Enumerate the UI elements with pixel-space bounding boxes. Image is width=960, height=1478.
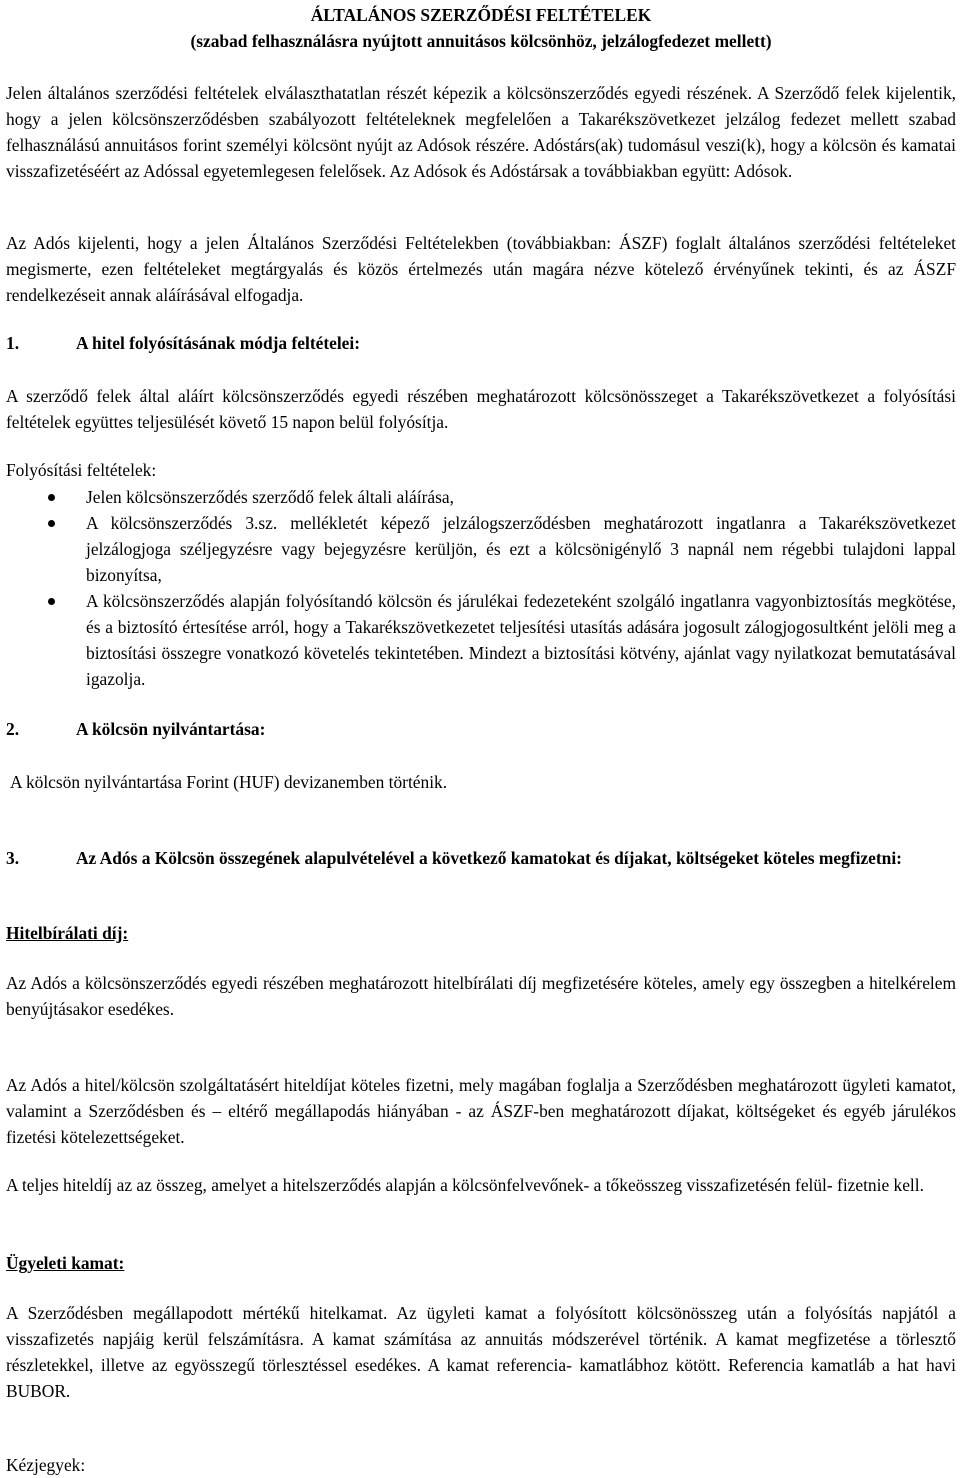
bullet-icon — [48, 598, 55, 605]
bullet-icon — [48, 494, 55, 501]
declaration-paragraph: Az Adós kijelenti, hogy a jelen Általános Szerződési Feltételekben (továbbiakban: ÁSZF) foglalt általános szerződési feltételeket megismerte, ezen feltételeket megtárgyalás és közös értelmezés után magára nézve kötelező érvényűnek tekinti, és az ÁSZF rendelkezéseit annak aláírásával elfogadja. — [6, 233, 956, 305]
section3-heading — [6, 845, 956, 871]
section3-heading-text: Az Adós a Kölcsön összegének alapulvételével a következő kamatokat és díjakat, költségeket köteles megfizetni: — [76, 848, 902, 868]
intro-paragraph: Jelen általános szerződési feltételek elválaszthatatlan részét képezik a kölcsönszerződés egyedi részének. A Szerződő felek kijelentik, hogy a jelen kölcsönszerződésben szabályozott feltételeknek megfelelően a Takarékszövetkezet jelzálog fedezet mellett szabad felhasználású annuitásos forint személyi kölcsönt nyújt az Adósok részére. Adóstárs(ak) tudomásul veszi(k), hogy a kölcsön és kamatai visszafizetéséért az Adóssal egyetemlegesen felelősek. Az Adósok és Adóstársak a továbbiakban együtt: Adósok. — [6, 83, 956, 181]
bullet-icon — [48, 520, 55, 527]
list-item: A kölcsönszerződés alapján folyósítandó kölcsön és járulékai fedezeteként szolgáló ingatlanra vagyonbiztosítás megkötése, és a biztosító értesítése arról, hogy a Takarékszövetkezetet teljesítési utasítás adására jogosult zálogjogosultként jelöli meg a biztosítási összegre vonatkozó követelés tekintetében. Mindezt a biztosítási kötvény, ajánlat vagy nyilatkozat bemutatásával igazolja. — [6, 588, 956, 692]
section1-number: 1. — [6, 333, 20, 353]
section2-number: 2. — [6, 719, 20, 739]
section3-number: 3. — [6, 848, 20, 868]
fee-paragraph: Az Adós a kölcsönszerződés egyedi részében meghatározott hitelbírálati díj megfizetésére köteles, amely egy összegben a hitelkérelem benyújtásakor esedékes. — [6, 973, 956, 1019]
interest-title: Ügyeleti kamat: — [6, 1253, 125, 1273]
section2-paragraph: A kölcsön nyilvántartása Forint (HUF) devizanemben történik. — [10, 772, 448, 792]
total-fee-paragraph: A teljes hiteldíj az az összeg, amelyet a hitelszerződés alapján a kölcsönfelvevőnek- a tőkeösszeg visszafizetésén felül- fizetnie kell. — [6, 1175, 924, 1195]
document-subtitle: (szabad felhasználásra nyújtott annuitásos kölcsönhöz, jelzálogfedezet mellett) — [190, 31, 772, 51]
section2-heading — [6, 716, 956, 742]
section1-heading-text: A hitel folyósításának módja feltételei: — [76, 333, 361, 353]
list-item: Jelen kölcsönszerződés szerződő felek általi aláírása, — [6, 484, 956, 510]
section1-heading — [6, 330, 956, 356]
conditions-list — [6, 484, 956, 692]
initials-label: Kézjegyek: — [6, 1455, 86, 1475]
section2-heading-text: A kölcsön nyilvántartása: — [76, 719, 266, 739]
fee-title: Hitelbírálati díj: — [6, 923, 129, 943]
section1-paragraph: A szerződő felek által aláírt kölcsönszerződés egyedi részében meghatározott kölcsönösszeget a Takarékszövetkezet a folyósítási feltételek együttes teljesülését követő 15 napon belül folyósítja. — [6, 386, 956, 432]
credit-fee-paragraph: Az Adós a hitel/kölcsön szolgáltatásért hiteldíjat köteles fizetni, mely magában foglalja a Szerződésben meghatározott ügyleti kamatot, valamint a Szerződésben és – eltérő megállapodás hiányában - az ÁSZF-ben meghatározott díjakat, költségeket és egyéb járulékos fizetési kötelezettségeket. — [6, 1075, 956, 1147]
list-item: A kölcsönszerződés 3.sz. mellékletét képező jelzálogszerződésben meghatározott ingatlanra a Takarékszövetkezet jelzálogjoga széljegyzésre vagy bejegyzésre kerüljön, és ezt a kölcsönigénylő 3 napnál nem régebbi tulajdoni lappal bizonyítsa, — [6, 510, 956, 588]
interest-paragraph: A Szerződésben megállapodott mértékű hitelkamat. Az ügyleti kamat a folyósított kölcsönösszeg után a folyósítás napjától a visszafizetés napjáig kerül felszámításra. A kamat számítása az annuitás módszerével történik. A kamat megfizetése a törlesztő részletekkel, illetve az egyösszegű törlesztéssel esedékes. A kamat referencia- kamatlábhoz kötött. Referencia kamatláb a hat havi BUBOR. — [6, 1303, 956, 1401]
conditions-label: Folyósítási feltételek: — [6, 460, 157, 480]
document-title: ÁLTALÁNOS SZERZŐDÉSI FELTÉTELEK — [310, 5, 652, 25]
